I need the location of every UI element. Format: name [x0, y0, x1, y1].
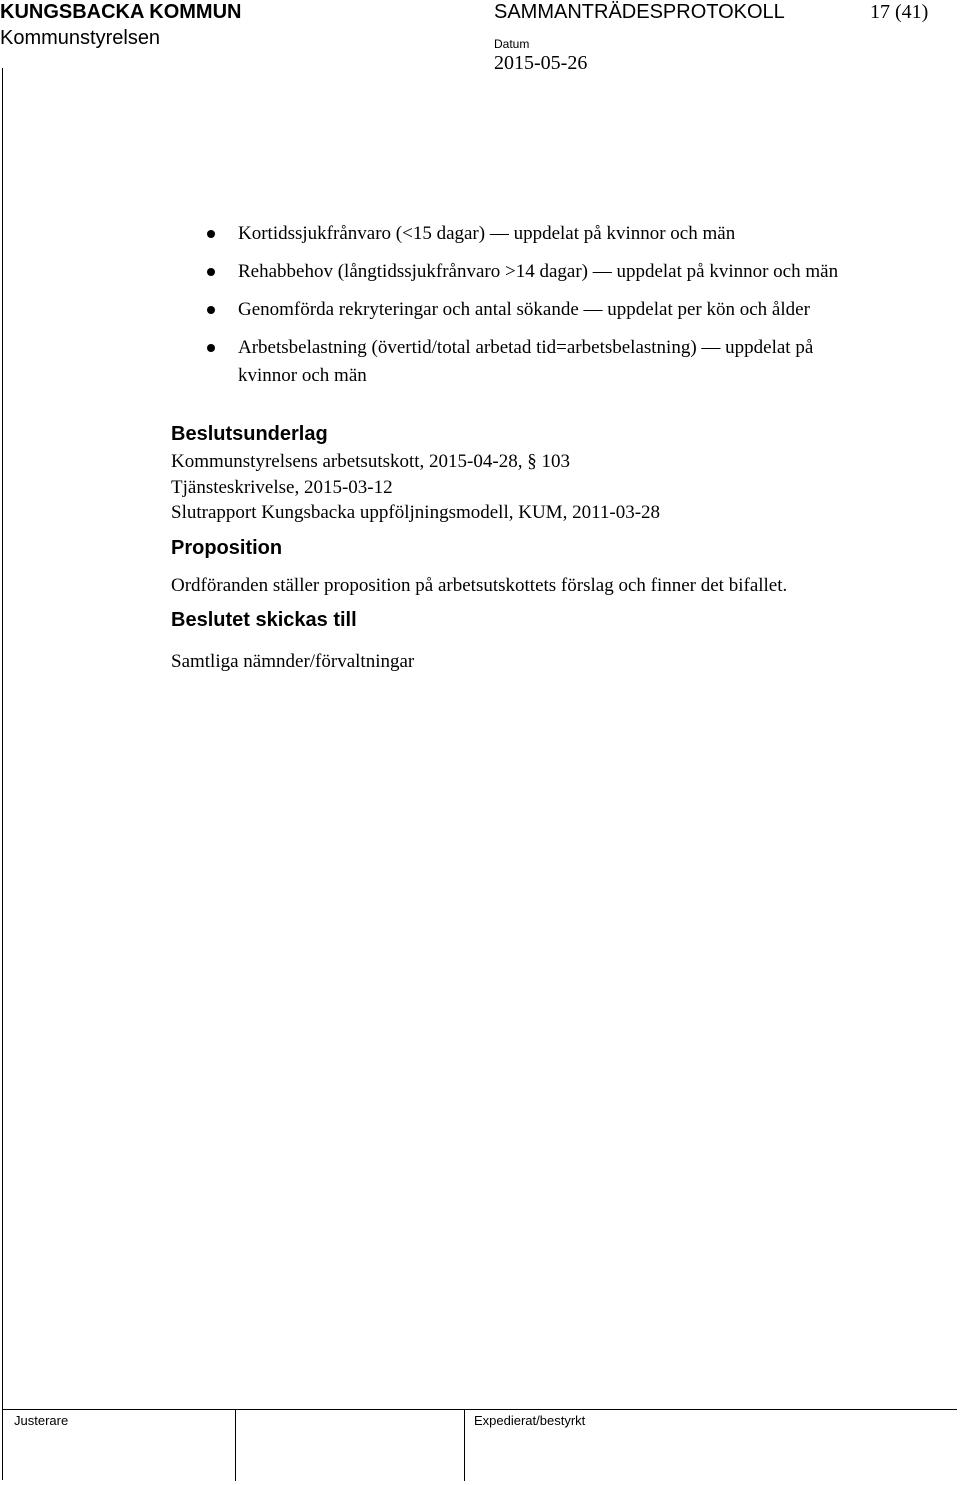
proposition-text: Ordföranden ställer proposition på arbetsutskottets förslag och finner det bifallet.	[171, 575, 788, 596]
footer-divider	[235, 1409, 236, 1481]
list-item	[0, 291, 960, 329]
section-heading-beslutsunderlag: Beslutsunderlag	[171, 423, 328, 445]
recipients-text: Samtliga nämnder/förvaltningar	[171, 651, 415, 672]
justerare-label: Justerare	[14, 1413, 69, 1428]
bullet-icon	[207, 268, 215, 276]
footer-divider	[464, 1409, 465, 1481]
department-name: Kommunstyrelsen	[0, 27, 161, 49]
list-item-text: Arbetsbelastning (övertid/total arbetad tid=arbetsbelastning) — uppdelat på	[238, 337, 814, 358]
page-number: 17 (41)	[870, 1, 929, 23]
reference-item: Tjänsteskrivelse, 2015-03-12	[171, 477, 393, 498]
date-label: Datum	[494, 37, 530, 51]
bullet-icon	[207, 344, 215, 352]
bullet-icon	[207, 306, 215, 314]
list-item-text: Rehabbehov (långtidssjukfrånvaro >14 dagar) — uppdelat på kvinnor och män	[238, 261, 839, 282]
list-item-text: Genomförda rekryteringar och antal sökande — uppdelat per kön och ålder	[238, 299, 810, 320]
section-heading-proposition: Proposition	[171, 537, 283, 559]
list-item-continuation	[0, 357, 960, 395]
expedierat-label: Expedierat/bestyrkt	[474, 1413, 586, 1428]
list-item-text: Kortidssjukfrånvaro (<15 dagar) — uppdelat på kvinnor och män	[238, 223, 736, 244]
footer-rule	[2, 1409, 957, 1410]
section-heading-recipients: Beslutet skickas till	[171, 609, 357, 631]
reference-item: Slutrapport Kungsbacka uppföljningsmodell, KUM, 2011-03-28	[171, 502, 661, 523]
list-item	[0, 253, 960, 291]
list-item-text: kvinnor och män	[238, 365, 367, 386]
organization-name: KUNGSBACKA KOMMUN	[0, 1, 242, 23]
reference-item: Kommunstyrelsens arbetsutskott, 2015-04-28, § 103	[171, 451, 570, 472]
document-type: SAMMANTRÄDESPROTOKOLL	[494, 1, 785, 23]
bullet-icon	[207, 230, 215, 238]
date-value: 2015-05-26	[494, 52, 588, 74]
list-item	[0, 215, 960, 253]
